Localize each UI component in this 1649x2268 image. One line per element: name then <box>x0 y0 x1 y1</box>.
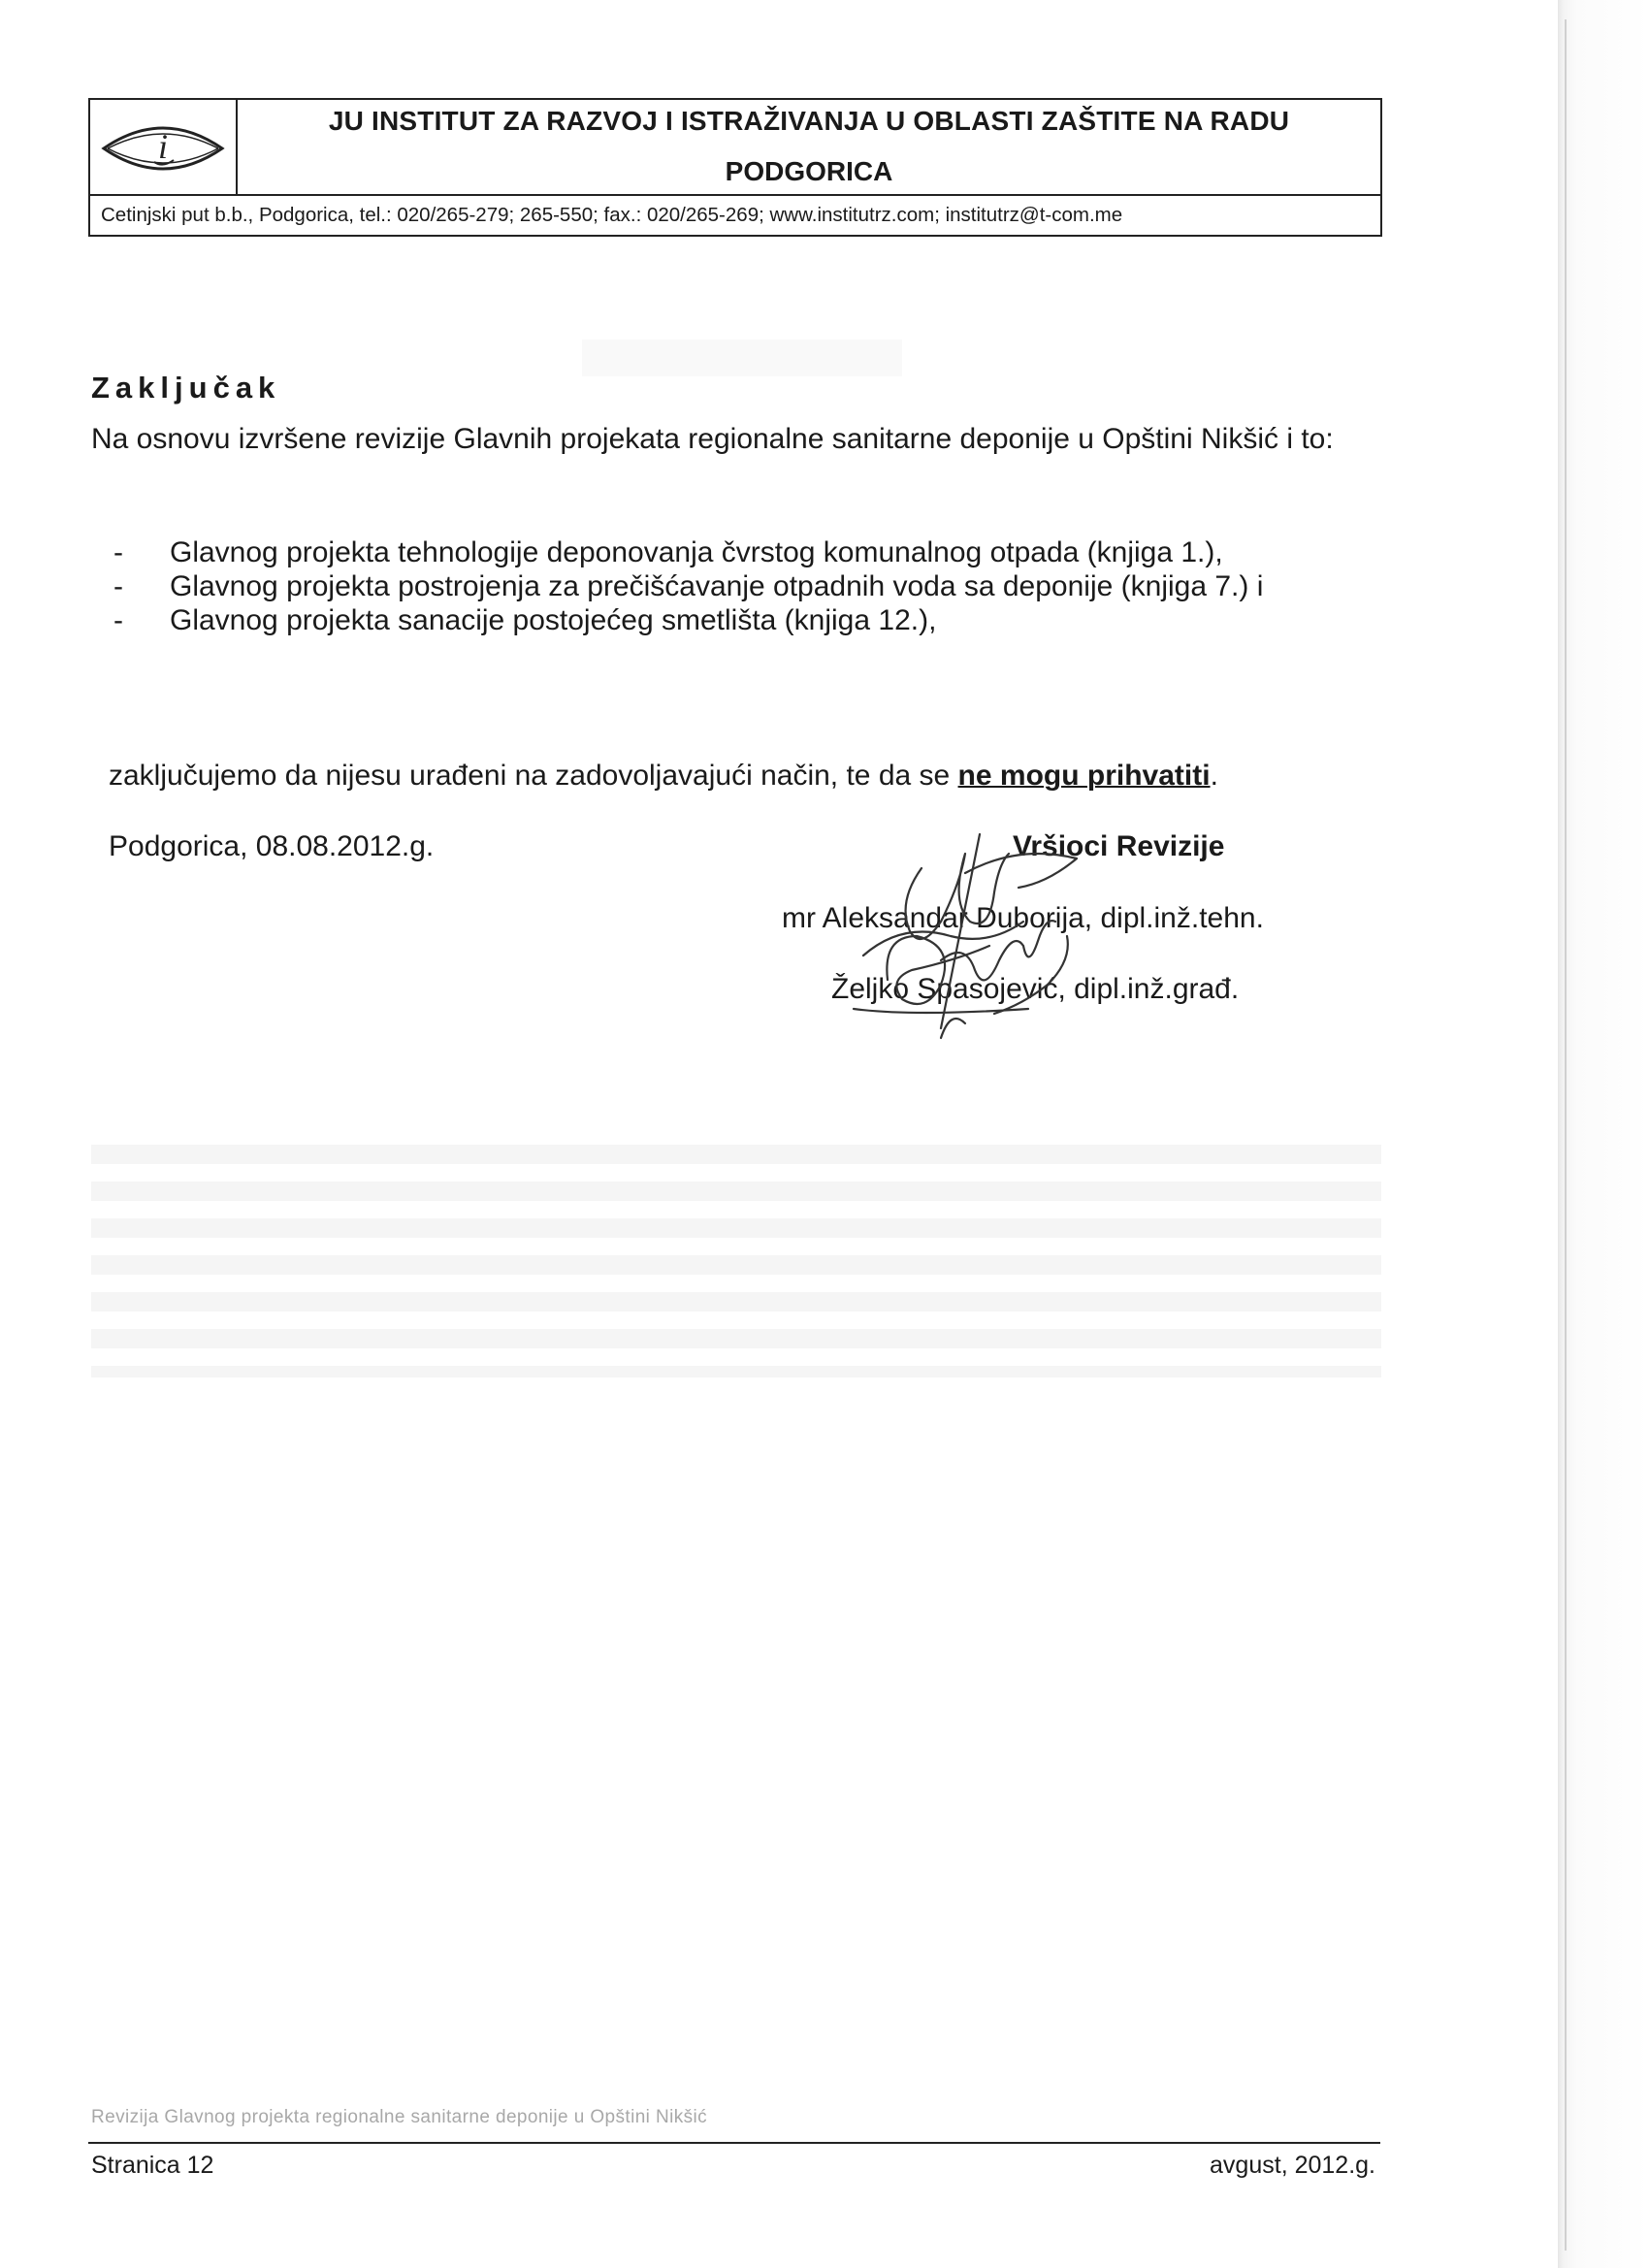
institute-contact: Cetinjski put b.b., Podgorica, tel.: 020/265-279; 265-550; fax.: 020/265-269; www.institutrz.com; institutrz@t-com.me <box>90 194 1380 237</box>
conclusion-end: . <box>1210 760 1218 792</box>
intro-paragraph: Na osnovu izvršene revizije Glavnih projekata regionalne sanitarne deponije u Opštini Nikšić i to: <box>91 423 1334 455</box>
institute-title <box>238 100 1380 194</box>
show-through-block <box>582 340 902 376</box>
section-heading: Zaključak <box>91 371 281 405</box>
footer-document-title: Revizija Glavnog projekta regionalne sanitarne deponije u Opštini Nikšić <box>91 2107 708 2127</box>
page-number: Stranica 12 <box>91 2152 214 2179</box>
footer-divider <box>88 2142 1380 2144</box>
list-item <box>113 535 1384 569</box>
signatory-2: Željko Spasojević, dipl.inž.građ. <box>831 973 1240 1005</box>
place-and-date: Podgorica, 08.08.2012.g. <box>109 830 435 862</box>
handwritten-signatures <box>795 815 1203 1048</box>
signatories-title: Vršioci Revizije <box>1013 830 1225 862</box>
institute-header <box>88 98 1382 237</box>
scan-edge-line <box>1565 19 1567 2251</box>
list-item-text: Glavnog projekta postrojenja za prečišćavanje otpadnih voda sa deponije (knjiga 7.) i <box>170 570 1264 602</box>
list-dash: - <box>113 536 123 568</box>
list-dash: - <box>113 604 123 636</box>
institute-city: PODGORICA <box>725 156 893 186</box>
footer-date: avgust, 2012.g. <box>1210 2152 1375 2179</box>
list-item <box>113 569 1384 603</box>
list-dash: - <box>113 570 123 602</box>
logo-cell <box>90 100 238 194</box>
list-item-text: Glavnog projekta tehnologije deponovanja čvrstog komunalnog otpada (knjiga 1.), <box>170 536 1223 568</box>
project-list <box>113 535 1384 637</box>
signatory-1: mr Aleksandar Duborija, dipl.inž.tehn. <box>782 902 1264 934</box>
eye-logo-icon <box>90 100 236 192</box>
show-through-block <box>91 1145 1381 1377</box>
svg-text:i: i <box>157 127 169 166</box>
list-item <box>113 603 1384 637</box>
conclusion-text: zaključujemo da nijesu urađeni na zadovoljavajući način, te da se <box>109 760 958 792</box>
list-item-text: Glavnog projekta sanacije postojećeg smetlišta (knjiga 12.), <box>170 604 937 636</box>
conclusion-emphasis: ne mogu prihvatiti <box>957 760 1211 792</box>
institute-name: JU INSTITUT ZA RAZVOJ I ISTRAŽIVANJA U OBLASTI ZAŠTITE NA RADU <box>328 106 1290 136</box>
scan-edge-shadow <box>1558 0 1649 2268</box>
conclusion-sentence <box>109 760 1218 793</box>
